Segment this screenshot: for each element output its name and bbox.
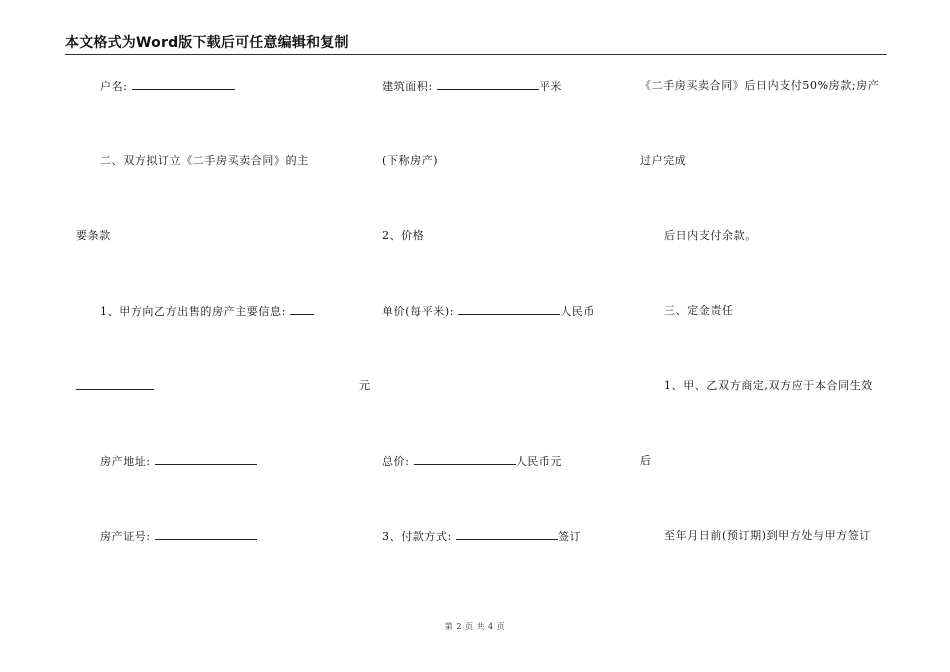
yuan-text: 元 — [359, 379, 371, 392]
payment-suffix: 签订 — [558, 530, 582, 543]
address-blank — [155, 454, 257, 465]
header-title: 本文格式为Word版下载后可任意编辑和复制 — [65, 35, 349, 51]
item1-line — [100, 304, 314, 319]
payment-terms-line1: 《二手房买卖合同》后日内支付50%房款;房产 — [640, 79, 880, 92]
payment-line — [382, 529, 581, 544]
owner-name-blank — [132, 79, 235, 90]
unit-price-label: 单价(每平米): — [382, 305, 455, 318]
total-price-line — [382, 454, 562, 469]
total-price-label: 总价: — [382, 455, 410, 468]
below-property-text: (下称房产) — [382, 154, 439, 167]
payment-blank — [456, 529, 558, 540]
certificate-line — [100, 529, 257, 544]
section2-line2: 要条款 — [76, 229, 111, 242]
area-label: 建筑面积: — [382, 80, 433, 93]
certificate-label: 房产证号: — [100, 530, 151, 543]
deposit-item1: 1、甲、乙双方商定,双方应于本合同生效 — [664, 379, 873, 392]
total-price-currency: 人民币元 — [515, 455, 563, 468]
owner-name-line — [100, 79, 235, 94]
section2-line1: 二、双方拟订立《二手房买卖合同》的主 — [100, 154, 309, 167]
price-heading: 2、价格 — [382, 229, 425, 242]
area-line — [382, 79, 562, 94]
payment-terms-line3: 后日内支付余款。 — [664, 229, 757, 242]
page-footer: 第 2 页 共 4 页 — [444, 622, 506, 631]
unit-price-currency: 人民币 — [560, 305, 596, 318]
deposit-after-text: 后 — [640, 454, 652, 467]
item1-continuation-blank — [76, 379, 154, 390]
payment-terms-line2: 过户完成 — [640, 154, 687, 167]
area-unit: 平米 — [538, 80, 563, 93]
item1-blank — [290, 304, 314, 315]
total-price-blank — [414, 454, 516, 465]
deposit-until-text: 至年月日前(预订期)到甲方处与甲方签订 — [664, 529, 871, 542]
item1-label: 1、甲方向乙方出售的房产主要信息: — [100, 305, 286, 318]
area-blank — [437, 79, 539, 90]
owner-name-label: 户名: — [100, 80, 128, 93]
certificate-blank — [155, 529, 257, 540]
deposit-heading: 三、定金责任 — [664, 304, 734, 317]
unit-price-blank — [458, 304, 560, 315]
address-label: 房产地址: — [100, 455, 151, 468]
page-header — [65, 34, 887, 55]
payment-label: 3、付款方式: — [382, 530, 452, 543]
unit-price-line — [382, 304, 595, 319]
address-line — [100, 454, 257, 469]
item1-continuation-line — [76, 379, 154, 394]
